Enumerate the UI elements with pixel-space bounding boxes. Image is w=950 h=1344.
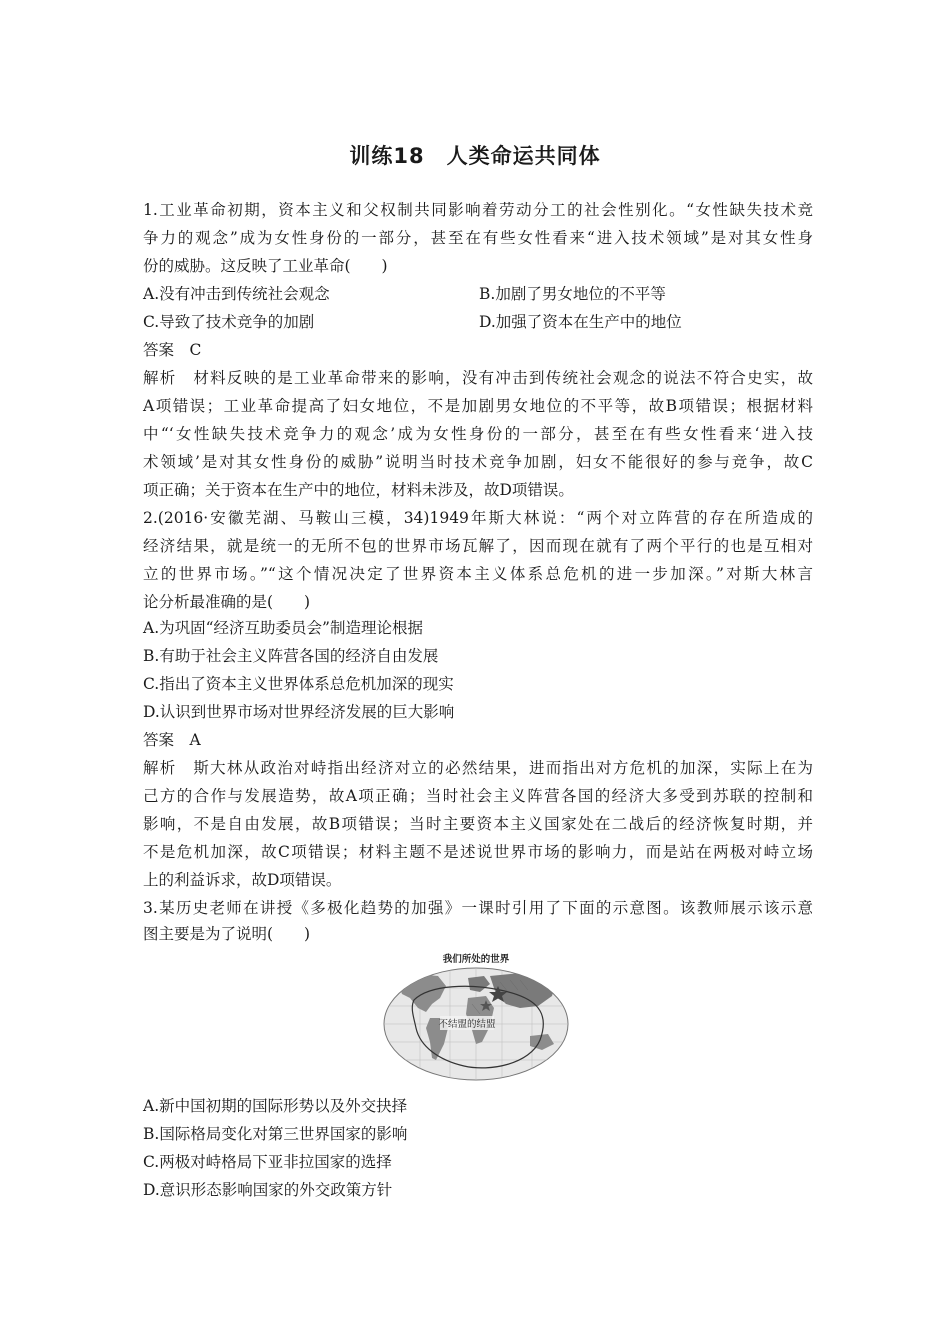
q1-analysis-line: 术领域’是对其女性身份的威胁”说明当时技术竞争加剧，妇女不能很好的参与竞争，故C (143, 453, 813, 471)
q3-option-d: D.意识形态影响国家的外交政策方针 (143, 1181, 393, 1199)
q2-option-d: D.认识到世界市场对世界经济发展的巨大影响 (143, 703, 455, 721)
q2-option-b: B.有助于社会主义阵营各国的经济自由发展 (143, 647, 439, 665)
q2-option-c: C.指出了资本主义世界体系总危机加深的现实 (143, 675, 454, 693)
q1-analysis-line: 项正确；关于资本在生产中的地位，材料未涉及，故D项错误。 (143, 481, 574, 499)
q2-stem-line: 立的世界市场。”“这个情况决定了世界资本主义体系总危机的进一步加深。”对斯大林言 (143, 565, 813, 583)
q3-option-a: A.新中国初期的国际形势以及外交抉择 (143, 1097, 408, 1115)
q3-option-b: B.国际格局变化对第三世界国家的影响 (143, 1125, 408, 1143)
q1-stem-line: 份的威胁。这反映了工业革命( ) (143, 257, 388, 275)
q1-stem-line: 争力的观念”成为女性身份的一部分，甚至在有些女性看来“进入技术领域”是对其女性身 (143, 229, 813, 247)
world-map-figure (380, 948, 572, 1084)
q1-answer: 答案 C (143, 341, 202, 359)
q2-stem-line: 2.(2016·安徽芜湖、马鞍山三模，34)1949年斯大林说：“两个对立阵营的存在所造成的 (143, 509, 813, 527)
q2-option-a: A.为巩固“经济互助委员会”制造理论根据 (143, 619, 423, 637)
q2-analysis-line: 上的利益诉求，故D项错误。 (143, 871, 342, 889)
q3-stem-line: 图主要是为了说明( ) (143, 925, 311, 943)
q1-analysis-line: 中“‘女性缺失技术竞争力的观念’成为女性身份的一部分，甚至在有些女性看来‘进入技 (143, 425, 813, 443)
q3-option-c: C.两极对峙格局下亚非拉国家的选择 (143, 1153, 392, 1171)
q1-option-b: B.加剧了男女地位的不平等 (479, 285, 666, 303)
q1-option-c: C.导致了技术竞争的加剧 (143, 313, 315, 331)
figure-region-label: 不结盟的结盟 (438, 1019, 496, 1030)
q2-analysis-line: 不是危机加深，故C项错误；材料主题不是述说世界市场的影响力，而是站在两极对峙立场 (143, 843, 813, 861)
q2-answer: 答案 A (143, 731, 201, 749)
world-map-illustration (380, 948, 572, 1084)
page-title: 训练18 人类命运共同体 (349, 144, 601, 168)
q1-option-a: A.没有冲击到传统社会观念 (143, 285, 330, 303)
q2-analysis-line: 影响，不是自由发展，故B项错误；当时主要资本主义国家处在二战后的经济恢复时期，并 (143, 815, 813, 833)
q2-stem-line: 论分析最准确的是( ) (143, 593, 311, 611)
q1-analysis-line: 解析 材料反映的是工业革命带来的影响，没有冲击到传统社会观念的说法不符合史实，故 (143, 369, 813, 387)
q1-stem-line: 1.工业革命初期，资本主义和父权制共同影响着劳动分工的社会性别化。“女性缺失技术竞 (143, 201, 813, 219)
q1-analysis-line: A项错误；工业革命提高了妇女地位，不是加剧男女地位的不平等，故B项错误；根据材料 (143, 397, 813, 415)
q3-stem-line: 3.某历史老师在讲授《多极化趋势的加强》一课时引用了下面的示意图。该教师展示该示意 (143, 899, 813, 917)
q2-stem-line: 经济结果，就是统一的无所不包的世界市场瓦解了，因而现在就有了两个平行的也是互相对 (143, 537, 813, 555)
figure-caption: 我们所处的世界 (442, 954, 510, 965)
q2-analysis-line: 己方的合作与发展造势，故A项正确；当时社会主义阵营各国的经济大多受到苏联的控制和 (143, 787, 813, 805)
q2-analysis-line: 解析 斯大林从政治对峙指出经济对立的必然结果，进而指出对方危机的加深，实际上在为 (143, 759, 813, 777)
q1-option-d: D.加强了资本在生产中的地位 (479, 313, 682, 331)
